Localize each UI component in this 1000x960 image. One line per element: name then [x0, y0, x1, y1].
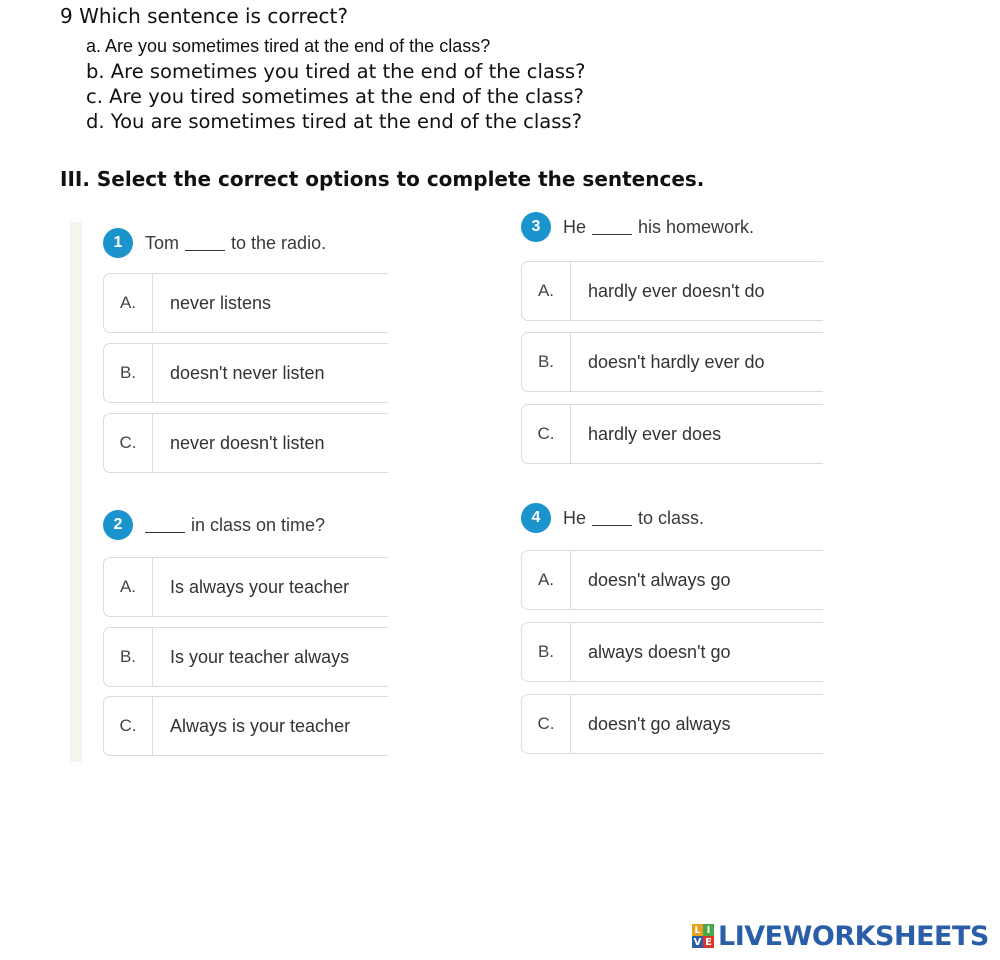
option-b-button[interactable]: [103, 343, 388, 403]
option-c-button[interactable]: [521, 404, 823, 464]
question-number-badge: 1: [103, 228, 133, 258]
option-text: hardly ever doesn't do: [588, 280, 765, 301]
question-4-prompt: [521, 503, 704, 533]
option-text: doesn't always go: [588, 569, 731, 590]
option-text: doesn't hardly ever do: [588, 351, 765, 372]
question-1-prompt: [103, 228, 326, 258]
option-letter: A.: [522, 551, 571, 609]
option-letter: B.: [522, 333, 571, 391]
prompt-after-text: to the radio.: [231, 232, 327, 253]
option-text: always doesn't go: [588, 641, 731, 662]
logo-mark-cell: I: [703, 924, 714, 936]
question-block-3: [521, 212, 831, 468]
option-letter: C.: [104, 697, 153, 755]
option-a-button[interactable]: [521, 261, 823, 321]
prompt-after-text: his homework.: [638, 216, 755, 237]
question-block-4: [521, 503, 831, 759]
option-a-button[interactable]: [521, 550, 823, 610]
option-text: hardly ever does: [588, 423, 722, 444]
left-margin-stripe: [70, 222, 82, 762]
question-number-badge: 3: [521, 212, 551, 242]
answer-blank: [592, 219, 632, 235]
option-text: never doesn't listen: [170, 432, 325, 453]
prompt-after-text: in class on time?: [191, 514, 326, 535]
option-letter: B.: [104, 344, 153, 402]
answer-blank: [145, 517, 185, 533]
question-9-option-b[interactable]: b. Are sometimes you tired at the end of the class?: [86, 60, 586, 83]
option-c-button[interactable]: [521, 694, 823, 754]
option-b-button[interactable]: [103, 627, 388, 687]
option-text: doesn't go always: [588, 713, 731, 734]
answer-blank: [592, 510, 632, 526]
option-letter: B.: [522, 623, 571, 681]
option-letter: C.: [104, 414, 153, 472]
liveworksheets-logo: [692, 918, 989, 954]
logo-mark-cell: L: [692, 924, 703, 936]
logo-mark-cell: E: [703, 936, 714, 948]
logo-mark-cell: V: [693, 936, 702, 948]
prompt-after-text: to class.: [638, 507, 705, 528]
option-text: Is always your teacher: [170, 576, 350, 597]
option-text: Always is your teacher: [170, 715, 351, 736]
option-letter: C.: [522, 405, 571, 463]
prompt-before-text: He: [563, 507, 587, 528]
option-a-button[interactable]: [103, 273, 388, 333]
question-9-option-a[interactable]: a. Are you sometimes tired at the end of the class?: [86, 36, 491, 56]
option-letter: A.: [104, 558, 153, 616]
question-block-1: [103, 226, 393, 476]
option-letter: C.: [522, 695, 571, 753]
section-3-title: III. Select the correct options to complete the sentences.: [60, 167, 705, 191]
option-c-button[interactable]: [103, 413, 388, 473]
question-9-option-d[interactable]: d. You are sometimes tired at the end of the class?: [86, 110, 582, 133]
question-3-prompt: [521, 212, 754, 242]
question-2-prompt: [103, 510, 325, 540]
option-c-button[interactable]: [103, 696, 388, 756]
logo-wordmark: LIVEWORKSHEETS: [718, 920, 989, 952]
question-9-title: 9 Which sentence is correct?: [60, 4, 348, 28]
question-9-options: [86, 34, 586, 134]
option-a-button[interactable]: [103, 557, 388, 617]
option-letter: B.: [104, 628, 153, 686]
question-number-badge: 4: [521, 503, 551, 533]
option-text: doesn't never listen: [170, 362, 325, 383]
option-text: Is your teacher always: [170, 646, 350, 667]
answer-blank: [185, 235, 225, 251]
prompt-before-text: Tom: [145, 232, 180, 253]
option-letter: A.: [522, 262, 571, 320]
option-letter: A.: [104, 274, 153, 332]
option-b-button[interactable]: [521, 622, 823, 682]
question-block-2: [103, 508, 393, 760]
option-b-button[interactable]: [521, 332, 823, 392]
option-text: never listens: [170, 292, 272, 313]
liveworksheets-logo-mark-icon: [692, 924, 714, 948]
prompt-before-text: He: [563, 216, 587, 237]
question-9-option-c[interactable]: c. Are you tired sometimes at the end of the class?: [86, 85, 584, 108]
question-number-badge: 2: [103, 510, 133, 540]
